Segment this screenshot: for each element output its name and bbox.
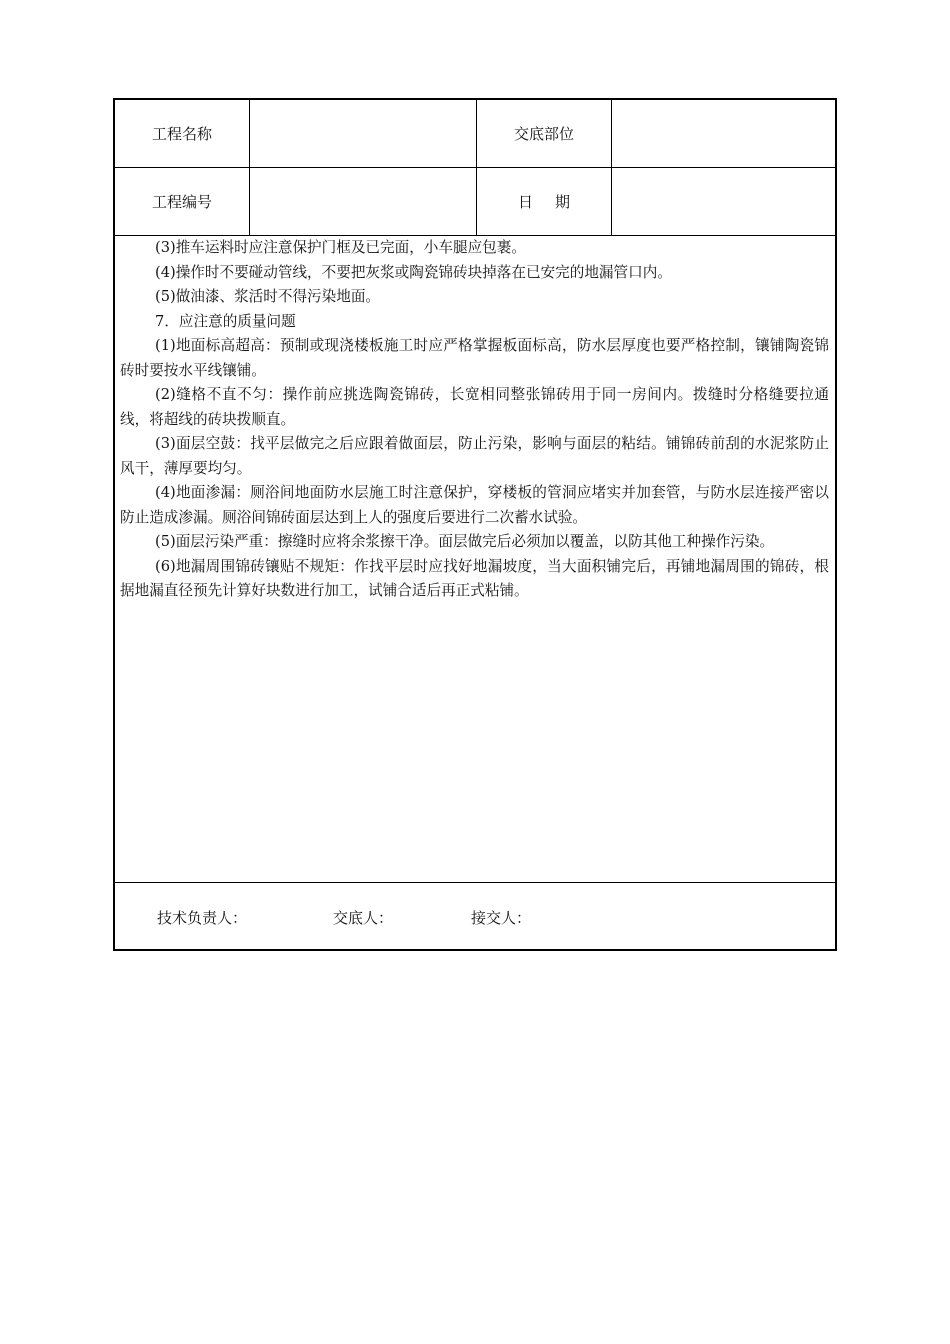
tech-lead-signature-label: 技术负责人： [157,909,248,927]
content-paragraph: (5)面层污染严重：擦缝时应将余浆擦干净。面层做完后必须加以覆盖，以防其他工种操作污染。 [155,533,775,550]
content-paragraph: (4)操作时不要碰动管线，不要把灰浆或陶瓷锦砖块掉落在已安完的地漏管口内。 [155,263,672,281]
discloser-signature-label: 交底人： [333,909,394,927]
form-header-row-1 [115,100,835,168]
project-number-label: 工程编号 [115,168,250,235]
content-paragraph: (2)缝格不直不匀：操作前应挑选陶瓷锦砖，长宽相同整张锦砖用于同一房间内。拨缝时分格缝要拉通线，将超线的砖块拨顺直。 [120,386,829,428]
content-paragraph: (6)地漏周围锦砖镶贴不规矩：作找平层时应找好地漏坡度，当大面积铺完后，再铺地漏周围的锦砖，根据地漏直径预先计算好块数进行加工，试铺合适后再正式粘铺。 [120,557,829,599]
project-name-field[interactable] [250,100,477,167]
receiver-signature-label: 接交人： [471,909,532,927]
date-field[interactable] [612,168,835,235]
handover-content [115,236,835,882]
handover-part-label: 交底部位 [477,100,612,167]
date-label [477,168,612,235]
signature-row [115,882,835,950]
content-paragraph: (5)做油漆、浆活时不得污染地面。 [155,288,381,305]
date-label-text: 日期 [517,193,592,211]
content-paragraph: (3)推车运料时应注意保护门框及已完面，小车腿应包裹。 [155,239,526,256]
form-header-row-2 [115,168,835,236]
content-paragraph: (1)地面标高超高：预制或现浇楼板施工时应严格掌握板面标高，防水层厚度也要严格控制，镶铺陶瓷锦砖时要按水平线镶铺。 [120,337,829,379]
project-number-field[interactable] [250,168,477,235]
project-name-label: 工程名称 [115,100,250,167]
handover-part-field[interactable] [612,100,835,167]
section-heading: 7．应注意的质量问题 [155,312,296,330]
handover-form [113,98,837,951]
content-paragraph: (3)面层空鼓：找平层做完之后应跟着做面层，防止污染，影响与面层的粘结。铺锦砖前刮的水泥浆防止风干，薄厚要均匀。 [120,435,829,477]
content-paragraph: (4)地面渗漏：厕浴间地面防水层施工时注意保护，穿楼板的管洞应堵实并加套管，与防水层连接严密以防止造成渗漏。厕浴间锦砖面层达到上人的强度后要进行二次蓄水试验。 [120,484,829,526]
